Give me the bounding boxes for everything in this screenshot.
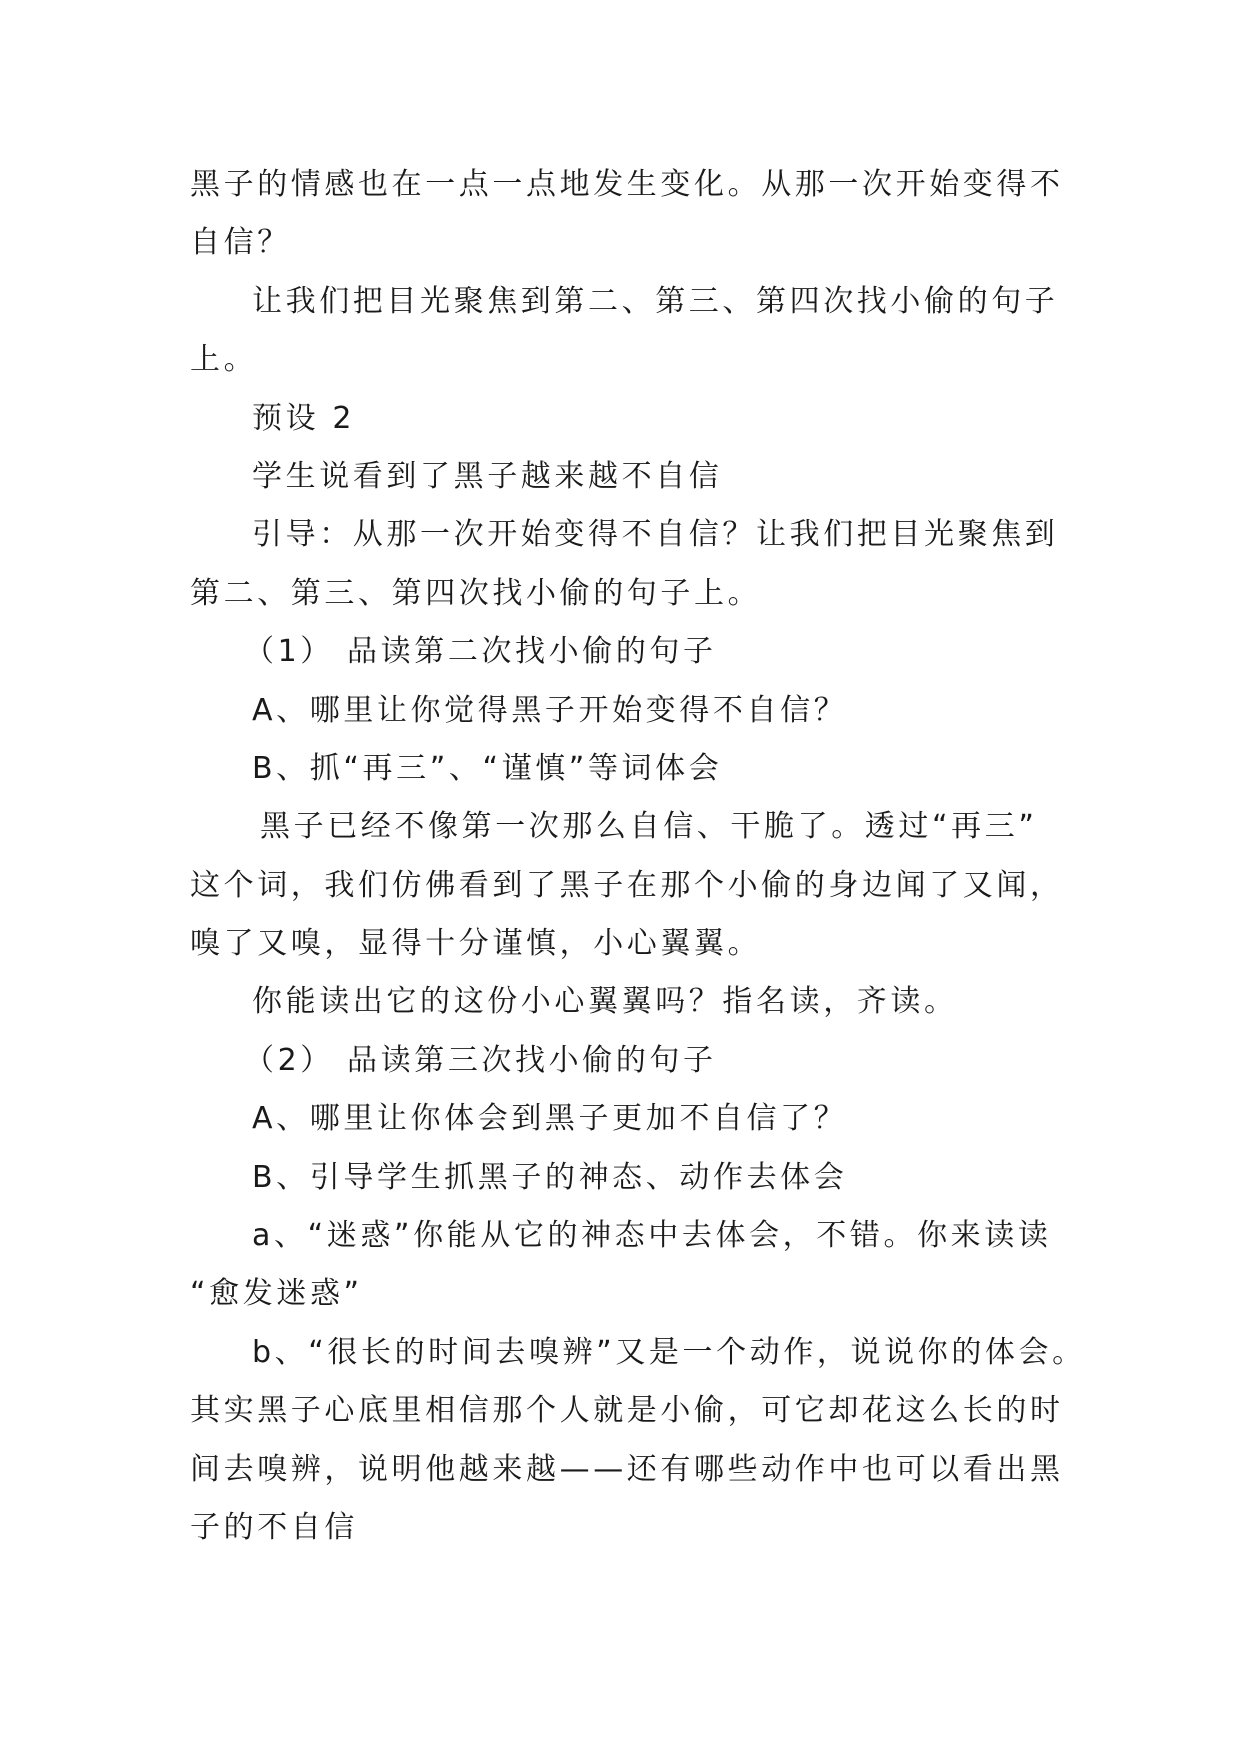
text-line: 预设 2 — [252, 400, 356, 436]
text-line: 间去嗅辨，说明他越来越——还有哪些动作中也可以看出黑 — [190, 1451, 1064, 1487]
text-line: （2） 品读第三次找小偷的句子 — [244, 1042, 717, 1078]
text-line: 上。 — [190, 342, 258, 378]
text-line: 你能读出它的这份小心翼翼吗？指名读，齐读。 — [252, 984, 958, 1020]
document-body — [190, 156, 1086, 1557]
text-line: 让我们把目光聚焦到第二、第三、第四次找小偷的句子 — [252, 283, 1059, 319]
text-line: 自信？ — [190, 225, 291, 261]
text-line: b、“很长的时间去嗅辨”又是一个动作，说说你的体会。 — [252, 1334, 1086, 1370]
text-line: A、哪里让你觉得黑子开始变得不自信？ — [252, 692, 848, 728]
text-line: 引导：从那一次开始变得不自信？让我们把目光聚焦到 — [252, 517, 1059, 553]
text-line: 黑子的情感也在一点一点地发生变化。从那一次开始变得不 — [190, 167, 1064, 202]
text-line: B、引导学生抓黑子的神态、动作去体会 — [252, 1159, 848, 1195]
text-line: “愈发迷惑” — [190, 1276, 363, 1312]
text-line: 子的不自信 — [190, 1509, 358, 1545]
text-line: （1） 品读第二次找小偷的句子 — [244, 634, 717, 670]
text-line: 其实黑子心底里相信那个人就是小偷，可它却花这么长的时 — [190, 1393, 1064, 1429]
text-line: a、“迷惑”你能从它的神态中去体会，不错。你来读读 — [252, 1218, 1052, 1254]
text-line: A、哪里让你体会到黑子更加不自信了？ — [252, 1101, 848, 1137]
text-line: 黑子已经不像第一次那么自信、干脆了。透过“再三” — [260, 809, 1038, 845]
text-line: 嗅了又嗅，显得十分谨慎，小心翼翼。 — [190, 926, 762, 962]
text-line: 学生说看到了黑子越来越不自信 — [252, 458, 723, 494]
text-line: 第二、第三、第四次找小偷的句子上。 — [190, 575, 762, 611]
text-line: 这个词，我们仿佛看到了黑子在那个小偷的身边闻了又闻， — [190, 867, 1064, 903]
text-line: B、抓“再三”、“谨慎”等词体会 — [252, 750, 723, 786]
